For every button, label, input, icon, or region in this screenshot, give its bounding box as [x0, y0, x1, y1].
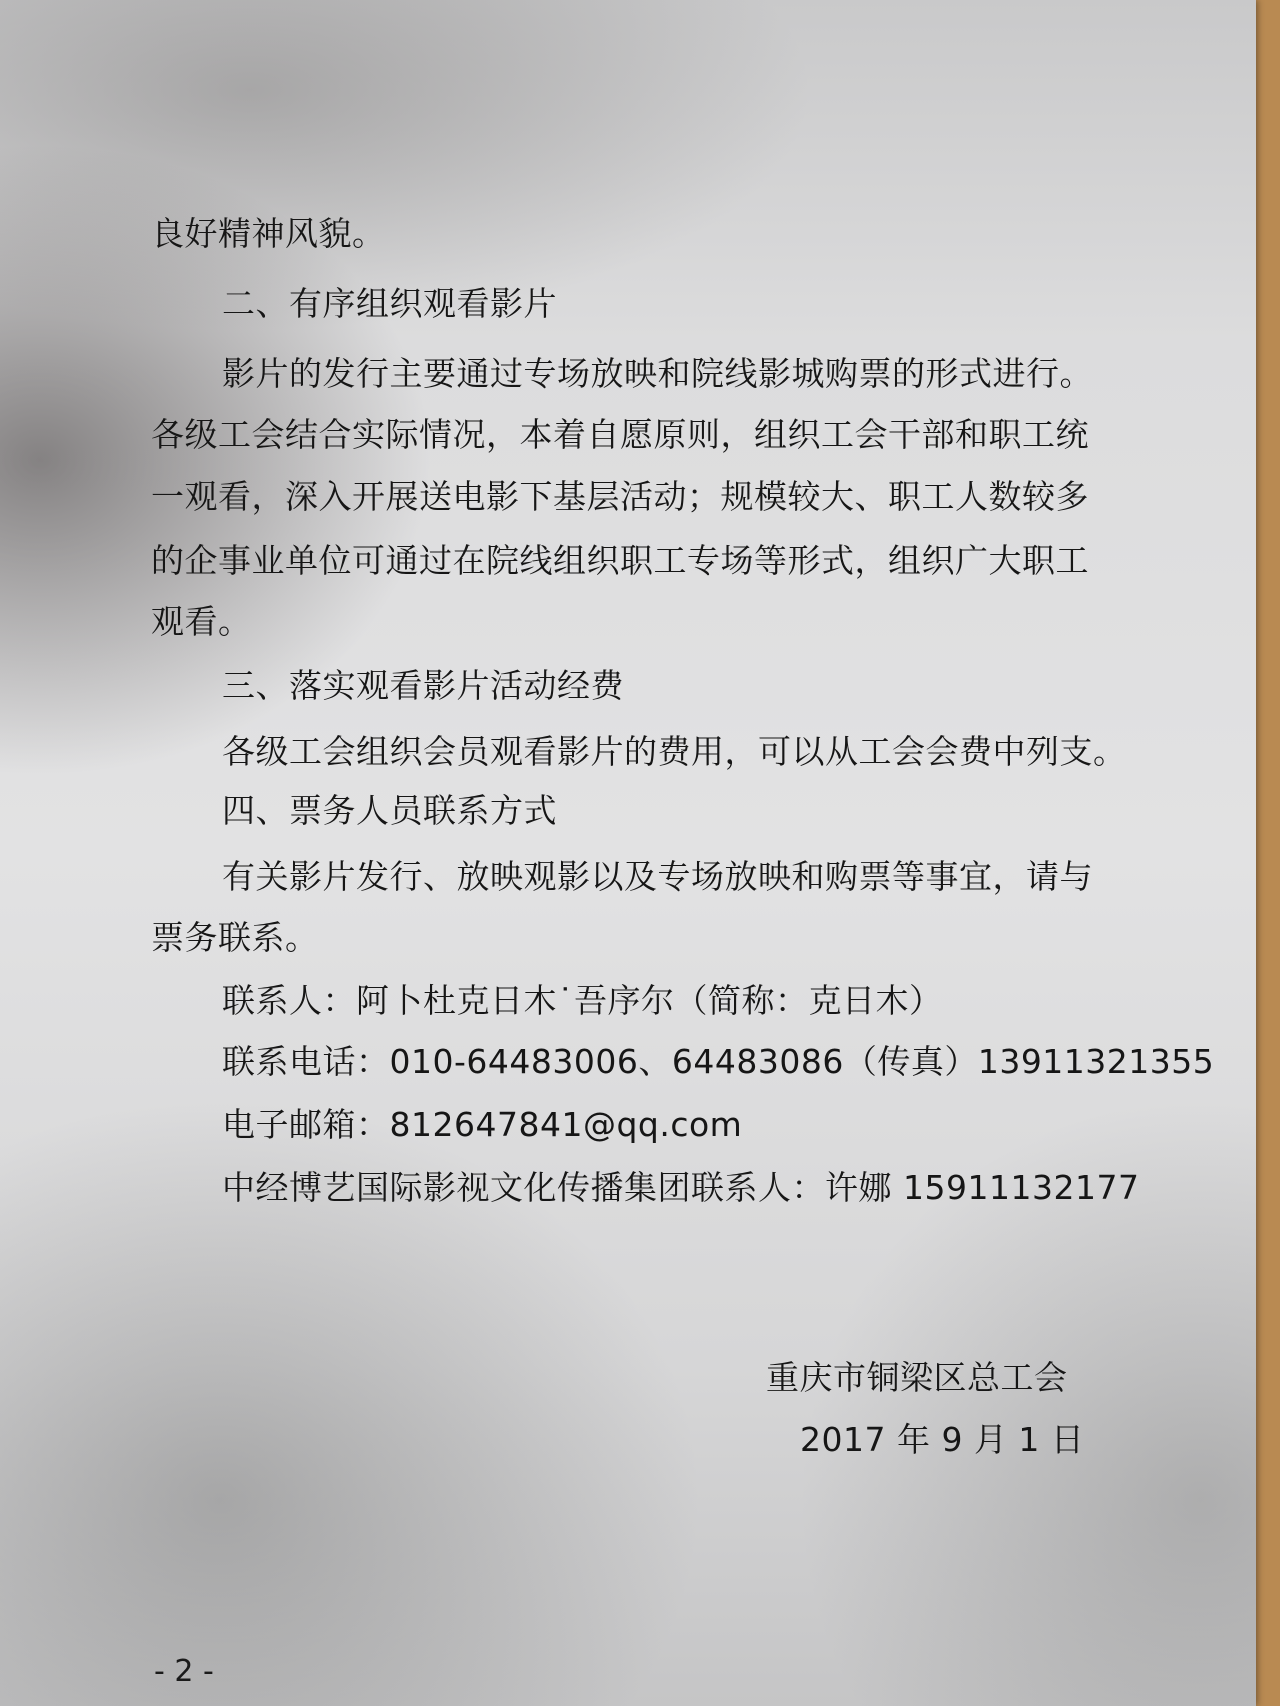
signature-date: 2017 年 9 月 1 日	[800, 1420, 1085, 1459]
contact-group: 中经博艺国际影视文化传播集团联系人：许娜 15911132177	[222, 1168, 1140, 1207]
body-line: 有关影片发行、放映观影以及专场放映和购票等事宜，请与	[222, 857, 1093, 896]
section-heading: 四、票务人员联系方式	[222, 791, 557, 830]
body-line: 影片的发行主要通过专场放映和院线影城购票的形式进行。	[222, 354, 1093, 393]
body-line: 各级工会组织会员观看影片的费用，可以从工会会费中列支。	[222, 732, 1127, 771]
page-number: - 2 -	[154, 1654, 214, 1689]
contact-phone: 联系电话：010-64483006、64483086（传真）13911321355	[222, 1042, 1215, 1081]
section-heading: 三、落实观看影片活动经费	[222, 666, 624, 705]
body-line: 一观看，深入开展送电影下基层活动；规模较大、职工人数较多	[151, 477, 1089, 516]
body-line: 各级工会结合实际情况，本着自愿原则，组织工会干部和职工统	[151, 415, 1089, 454]
contact-email: 电子邮箱：812647841@qq.com	[222, 1105, 743, 1144]
contact-person: 联系人：阿卜杜克日木˙吾序尔（简称：克日木）	[222, 981, 943, 1020]
body-line: 观看。	[151, 602, 252, 641]
body-line: 良好精神风貌。	[151, 214, 386, 253]
section-heading: 二、有序组织观看影片	[222, 284, 557, 323]
body-line: 票务联系。	[151, 918, 319, 957]
body-line: 的企事业单位可通过在院线组织职工专场等形式，组织广大职工	[151, 541, 1089, 580]
signature-organization: 重庆市铜梁区总工会	[766, 1358, 1068, 1397]
